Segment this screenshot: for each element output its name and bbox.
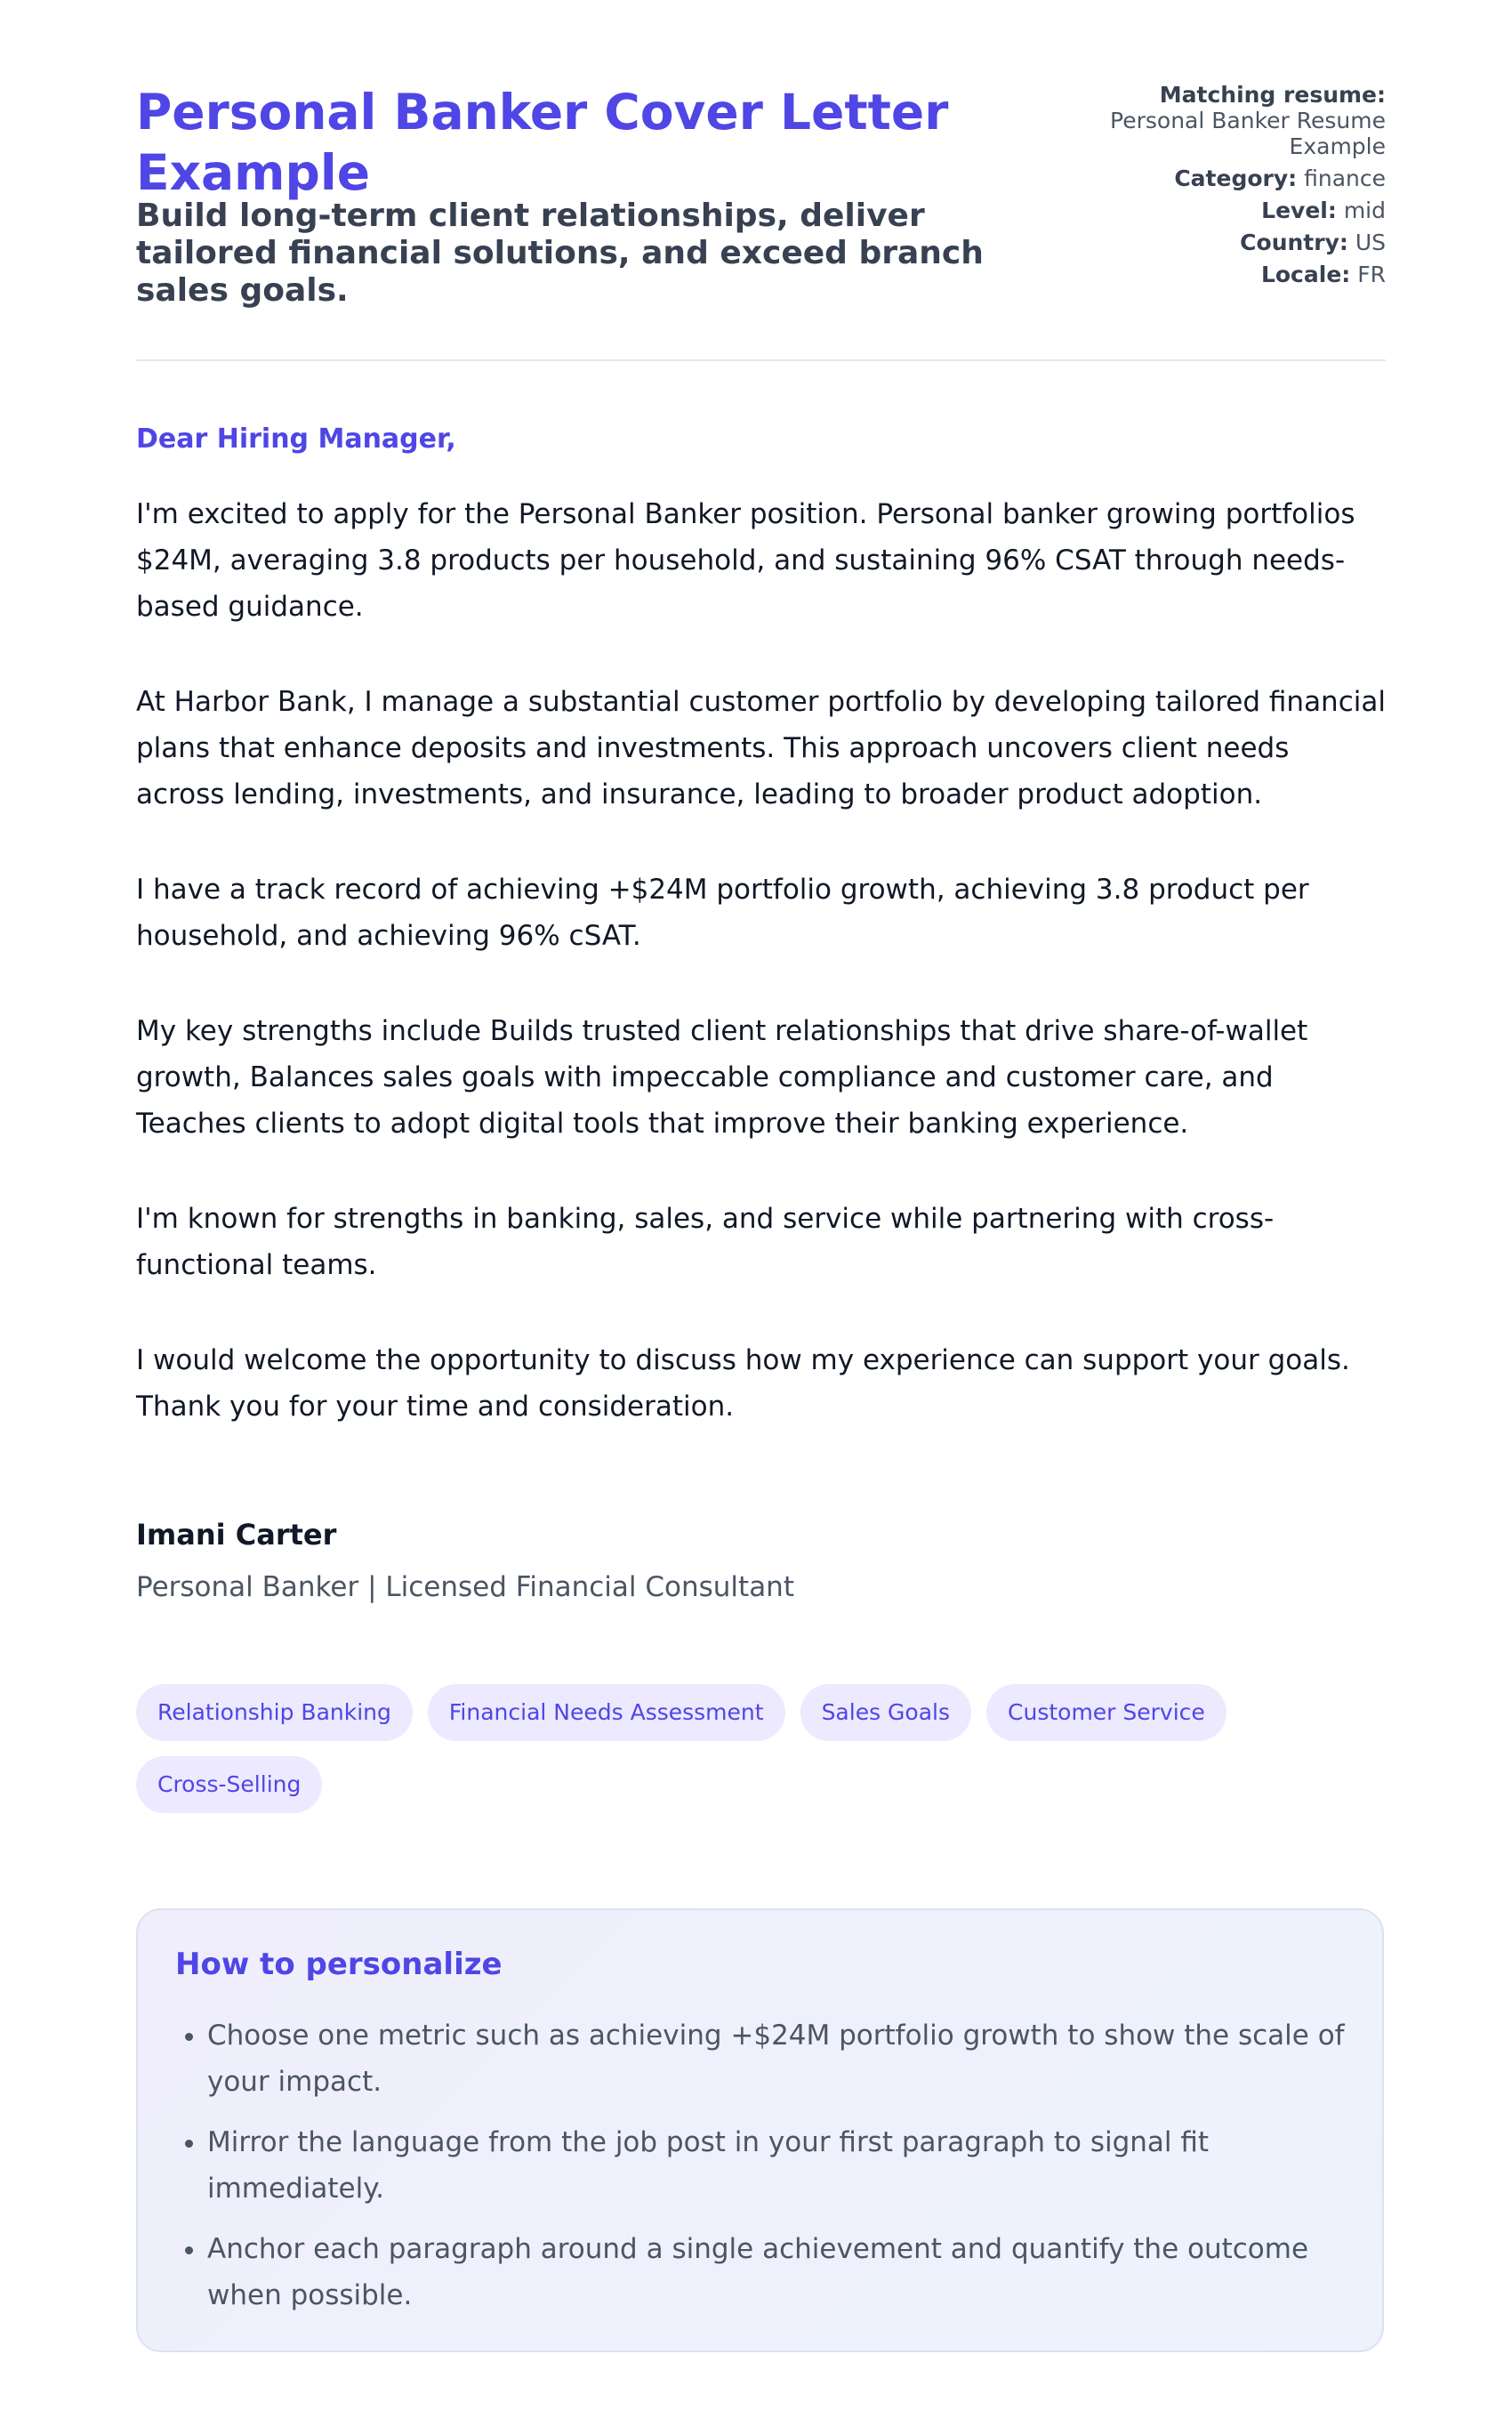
letter-paragraph: I have a track record of achieving +$24M portfolio growth, achieving 3.8 product per household, and achieving 96% cSAT. xyxy=(136,874,1309,952)
meta-level-value: mid xyxy=(1343,198,1386,223)
skill-tag[interactable]: Customer Service xyxy=(986,1684,1226,1741)
signature-name: Imani Carter xyxy=(136,1518,337,1552)
tips-title: How to personalize xyxy=(175,1947,503,1982)
header-divider xyxy=(136,359,1386,361)
letter-paragraph: My key strengths include Builds trusted client relationships that drive share-of-wallet growth, Balances sales goals with impeccable compliance and customer care, and Teaches clients to adopt digital tools that improve their banking experience. xyxy=(136,1015,1308,1140)
skill-tag[interactable]: Financial Needs Assessment xyxy=(428,1684,785,1741)
tip-item: • Anchor each paragraph around a single achievement and quantify the outcome when possible. xyxy=(207,2226,1372,2318)
skill-tag[interactable]: Sales Goals xyxy=(800,1684,971,1741)
meta-matching-resume xyxy=(1012,82,1386,159)
meta-locale-label: Locale: xyxy=(1260,262,1351,287)
skill-tags xyxy=(136,1684,1386,1813)
skill-tag[interactable]: Relationship Banking xyxy=(136,1684,413,1741)
page-title: Personal Banker Cover Letter Example xyxy=(136,84,949,201)
letter-paragraph: I'm known for strengths in banking, sales, and service while partnering with cross-functional teams. xyxy=(136,1203,1275,1281)
matching-resume-link[interactable]: Personal Banker Resume Example xyxy=(1110,108,1386,159)
meta-country-value: US xyxy=(1355,230,1386,255)
meta-category-label: Category: xyxy=(1174,165,1298,191)
meta-country xyxy=(1012,230,1386,255)
meta-locale xyxy=(1012,262,1386,287)
meta-panel xyxy=(1012,82,1386,294)
letter-paragraph: I would welcome the opportunity to discuss how my experience can support your goals. Thank you for your time and consideration. xyxy=(136,1344,1350,1423)
meta-level xyxy=(1012,198,1386,223)
tip-item: • Choose one metric such as achieving +$24M portfolio growth to show the scale of your impact. xyxy=(207,2012,1372,2105)
meta-category-value: finance xyxy=(1304,165,1386,191)
skill-tag[interactable]: Cross-Selling xyxy=(136,1756,322,1813)
meta-country-label: Country: xyxy=(1240,230,1348,255)
letter-paragraph: I'm excited to apply for the Personal Banker position. Personal banker growing portfolios $24M, averaging 3.8 products per household, and sustaining 96% CSAT through needs-based guidance. xyxy=(136,498,1355,623)
signature-title: Personal Banker | Licensed Financial Consultant xyxy=(136,1571,794,1603)
page-subtitle: Build long-term client relationships, deliver tailored financial solutions, and exceed branch sales goals. xyxy=(136,198,984,309)
page-header xyxy=(136,82,1386,359)
meta-locale-value: FR xyxy=(1357,262,1386,287)
tips-list xyxy=(175,2012,1372,2333)
personalize-tips-box xyxy=(136,1908,1384,2352)
meta-matching-resume-label: Matching resume: xyxy=(1159,82,1386,108)
letter-salutation: Dear Hiring Manager, xyxy=(136,423,456,455)
tip-item: • Mirror the language from the job post in your first paragraph to signal fit immediately. xyxy=(207,2119,1372,2212)
letter-paragraph: At Harbor Bank, I manage a substantial customer portfolio by developing tailored financial plans that enhance deposits and investments. This approach uncovers client needs across lending, investments, and insurance, leading to broader product adoption. xyxy=(136,686,1386,810)
letter-body xyxy=(136,491,1386,1479)
meta-category xyxy=(1012,165,1386,191)
meta-level-label: Level: xyxy=(1261,198,1337,223)
